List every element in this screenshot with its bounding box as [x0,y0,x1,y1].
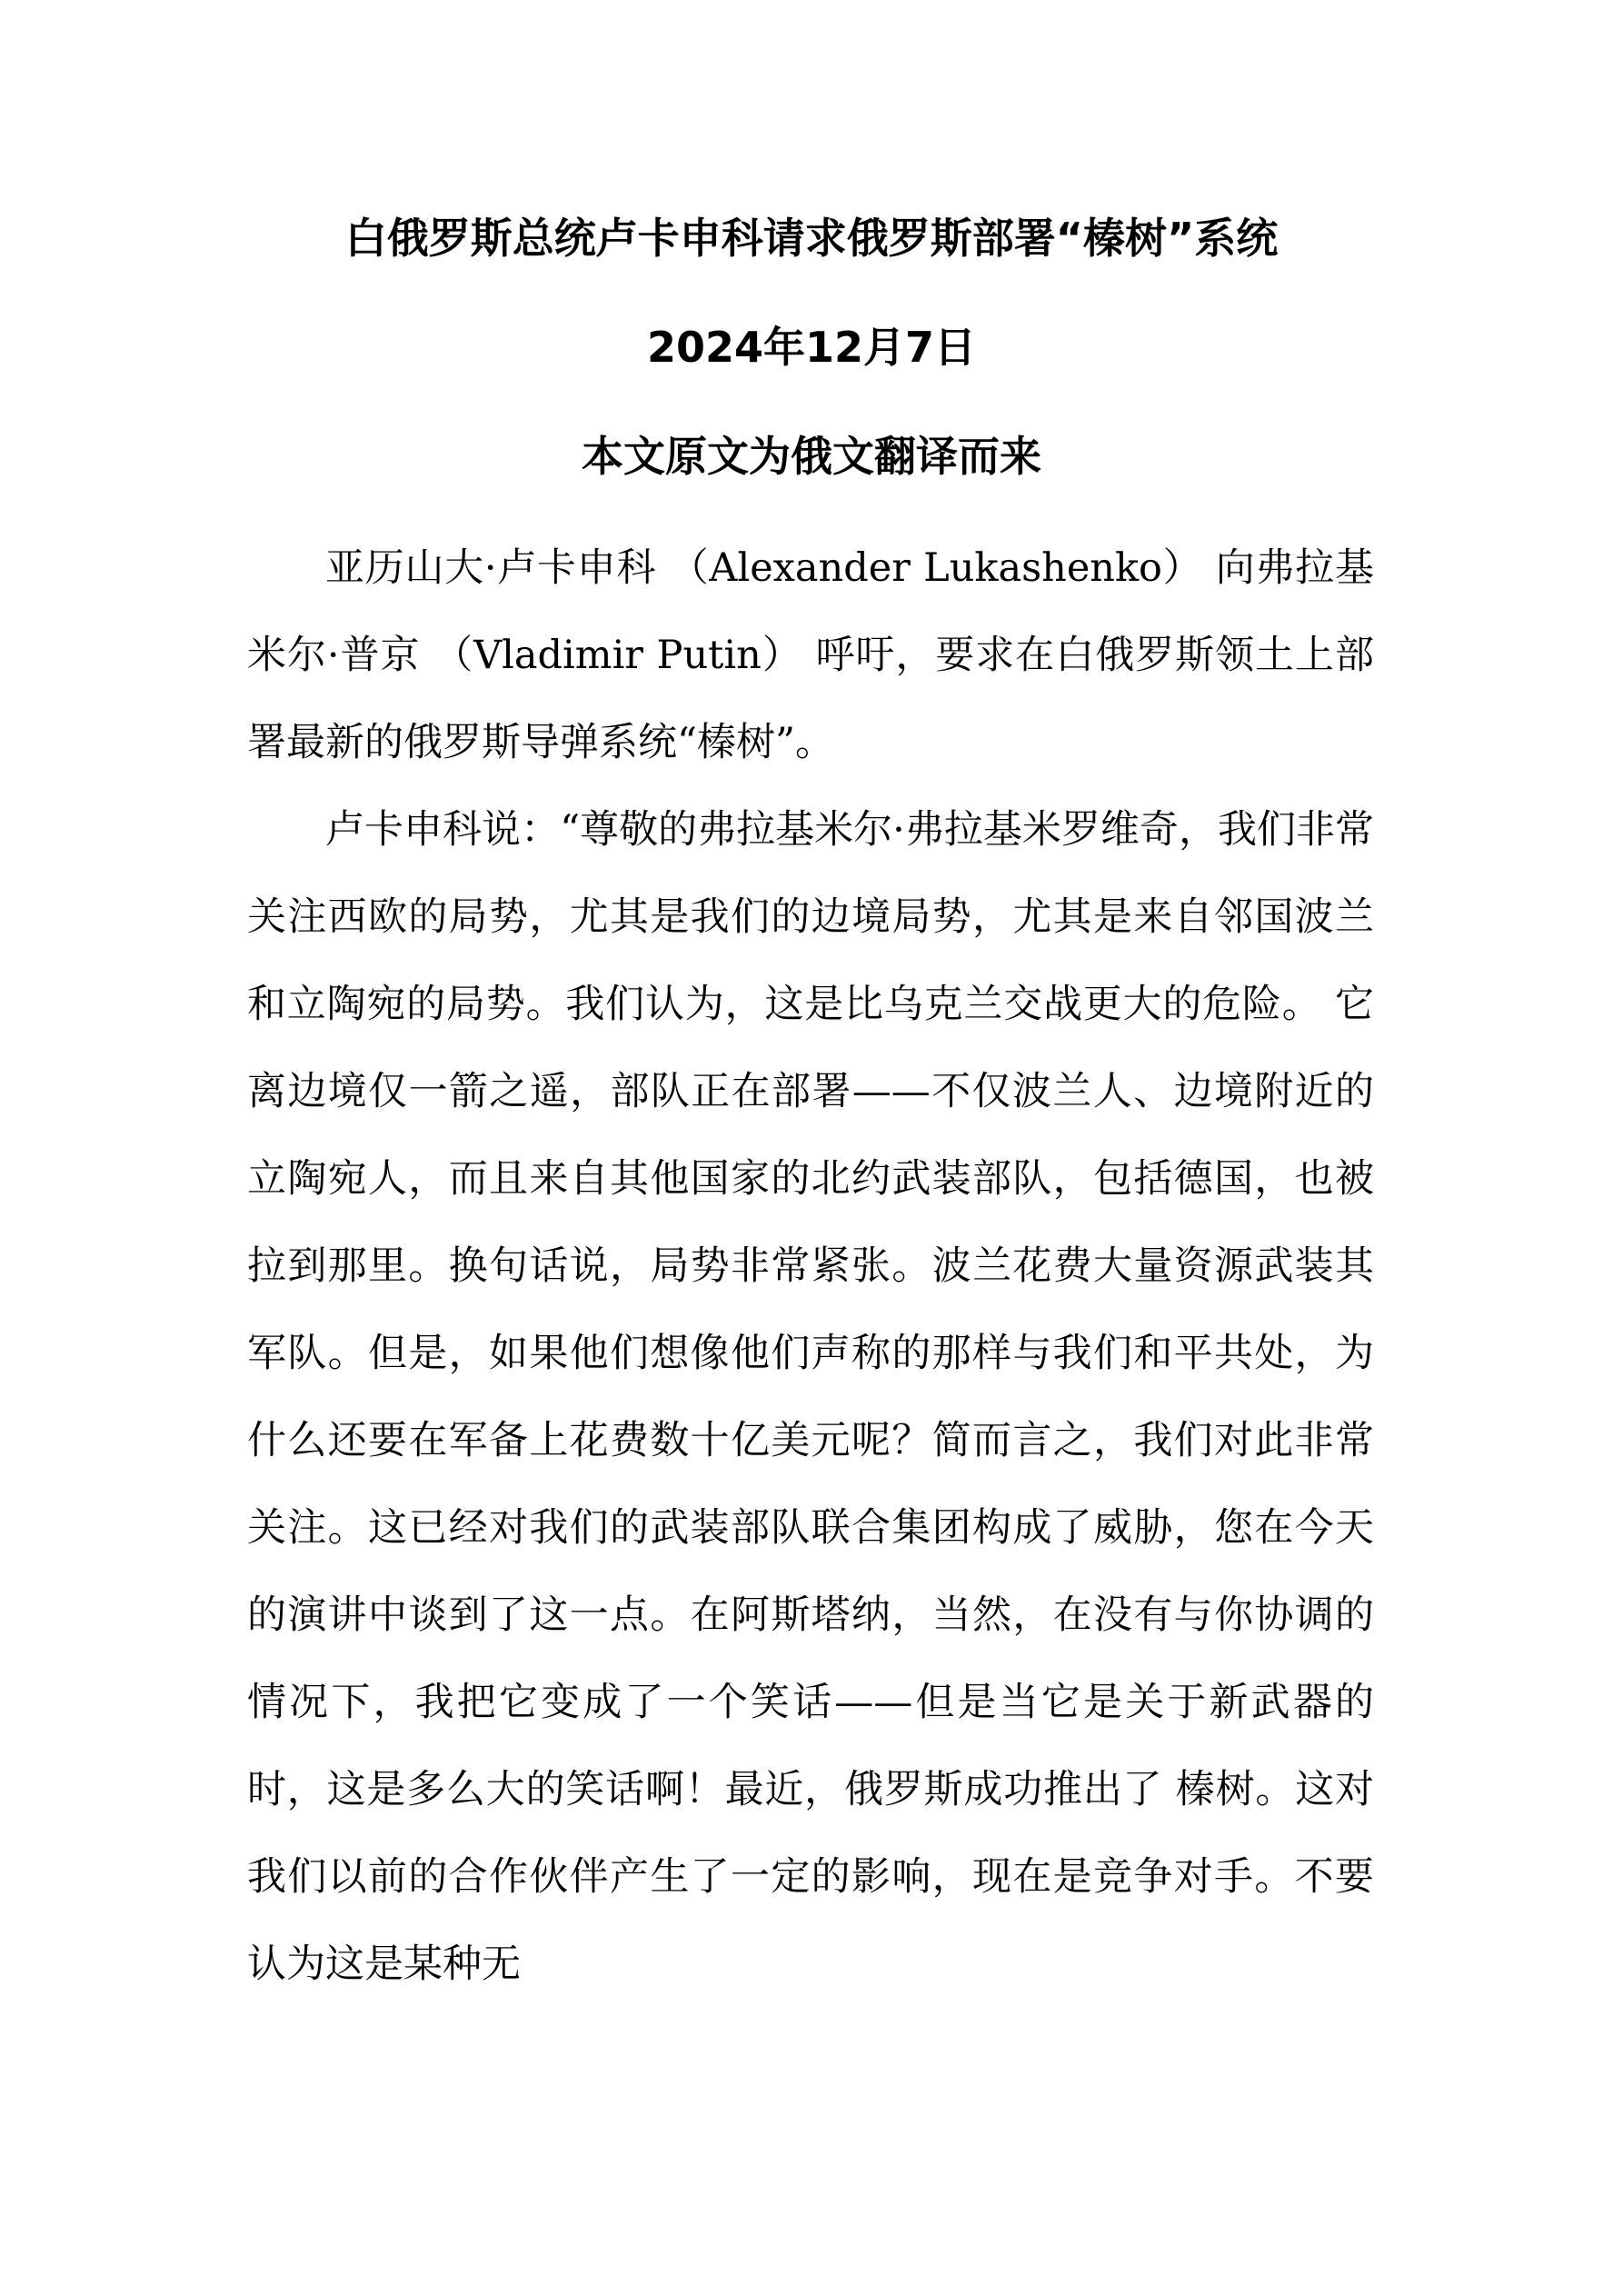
document-date: 2024年12月7日 [646,323,977,372]
body-paragraph: 亚历山大·卢卡申科 （Alexander Lukashenko） 向弗拉基米尔·普京 （Vladimir Putin） 呼吁，要求在白俄罗斯领土上部署最新的俄罗斯导弹系统“榛树”。 [247,545,1374,765]
body-paragraph: 卢卡申科说：“尊敬的弗拉基米尔·弗拉基米罗维奇，我们非常关注西欧的局势，尤其是我们的边境局势，尤其是来自邻国波兰和立陶宛的局势。我们认为，这是比乌克兰交战更大的危险。 它离边境仅一箭之遥，部队正在部署——不仅波兰人、边境附近的立陶宛人，而且来自其他国家的北约武装部队，包括德国，也被拉到那里。换句话说，局势非常紧张。波兰花费大量资源武装其军队。但是，如果他们想像他们声称的那样与我们和平共处，为什么还要在军备上花费数十亿美元呢？简而言之，我们对此非常关注。这已经对我们的武装部队联合集团构成了威胁，您在今天的演讲中谈到了这一点。在阿斯塔纳，当然，在没有与你协调的情况下，我把它变成了一个笑话——但是当它是关于新武器的时，这是多么大的笑话啊！最近，俄罗斯成功推出了 榛树。这对我们以前的合作伙伴产生了一定的影响，现在是竞争对手。不要认为这是某种无 [247,807,1374,1987]
document-subtitle: 本文原文为俄文翻译而来 [582,432,1041,481]
document-title: 白俄罗斯总统卢卡申科请求俄罗斯部署“榛树”系统 [344,214,1279,263]
